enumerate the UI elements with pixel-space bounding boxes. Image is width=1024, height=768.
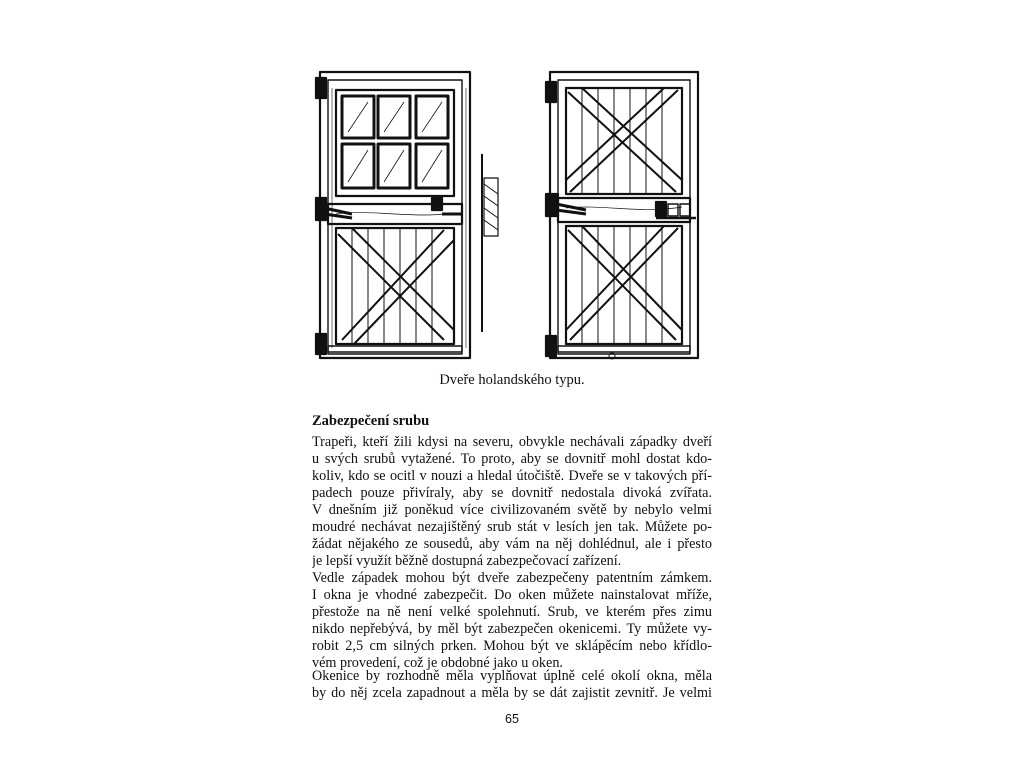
paragraph-1 bbox=[312, 434, 712, 570]
figure-caption: Dveře holandského typu. bbox=[439, 372, 585, 388]
text-line: je lepší využít běžně dostupná zabezpečovací zařízení. bbox=[312, 553, 622, 569]
text-line: V dnešním již poněkud více civilizovaném světě by nebylo velmi bbox=[312, 502, 712, 518]
text-line: Okenice by rozhodně měla vyplňovat úplně celé okolí okna, měla bbox=[312, 668, 712, 684]
text-line: padech pouze přivíraly, aby se dovnitř nedostala divoká zvířata. bbox=[312, 485, 712, 501]
text-line: vém provedení, což je obdobné jako u oken. bbox=[312, 655, 563, 671]
text-line: by do něj zcela zapadnout a měla by se dát zajistit zevnitř. Je velmi bbox=[312, 685, 712, 701]
text-line: I okna je vhodné zabezpečit. Do oken můžete nainstalovat mříže, bbox=[312, 587, 712, 603]
text-line: přestože na ně není velké spolehnutí. Srub, ve kterém přes zimu bbox=[312, 604, 712, 620]
text-line: Trapeři, kteří žili kdysi na severu, obvykle nechávali západky dveří bbox=[312, 434, 712, 450]
left-door-drawing bbox=[316, 72, 470, 358]
text-line: moudré nechávat nezajištěný srub stát v lesích jen tak. Můžete po- bbox=[312, 519, 712, 535]
text-line: u svých srubů vytažené. To proto, aby se dovnitř mohl dostat kdo- bbox=[312, 451, 712, 467]
dutch-doors-illustration bbox=[312, 68, 712, 364]
section-heading: Zabezpečení srubu bbox=[312, 413, 430, 429]
paragraph-2 bbox=[312, 570, 712, 672]
text-line: robit 2,5 cm silných prken. Mohou být ve sklápěcím nebo křídlo- bbox=[312, 638, 712, 654]
door-jamb-detail bbox=[482, 154, 498, 332]
text-line: Vedle západek mohou být dveře zabezpečeny patentním zámkem. bbox=[312, 570, 712, 586]
page-number: 65 bbox=[505, 712, 519, 726]
text-line: nikdo nepřebývá, by měl být zabezpečen okenicemi. Ty můžete vy- bbox=[312, 621, 712, 637]
paragraph-3 bbox=[312, 668, 712, 702]
text-line: žádat nějakého ze sousedů, aby vám na něj dohlédnul, ale i přesto bbox=[312, 536, 712, 552]
right-door-drawing bbox=[546, 72, 698, 359]
text-line: koliv, kdo se ocitl v nouzi a hledal útočiště. Dveře se v takových pří- bbox=[312, 468, 712, 484]
